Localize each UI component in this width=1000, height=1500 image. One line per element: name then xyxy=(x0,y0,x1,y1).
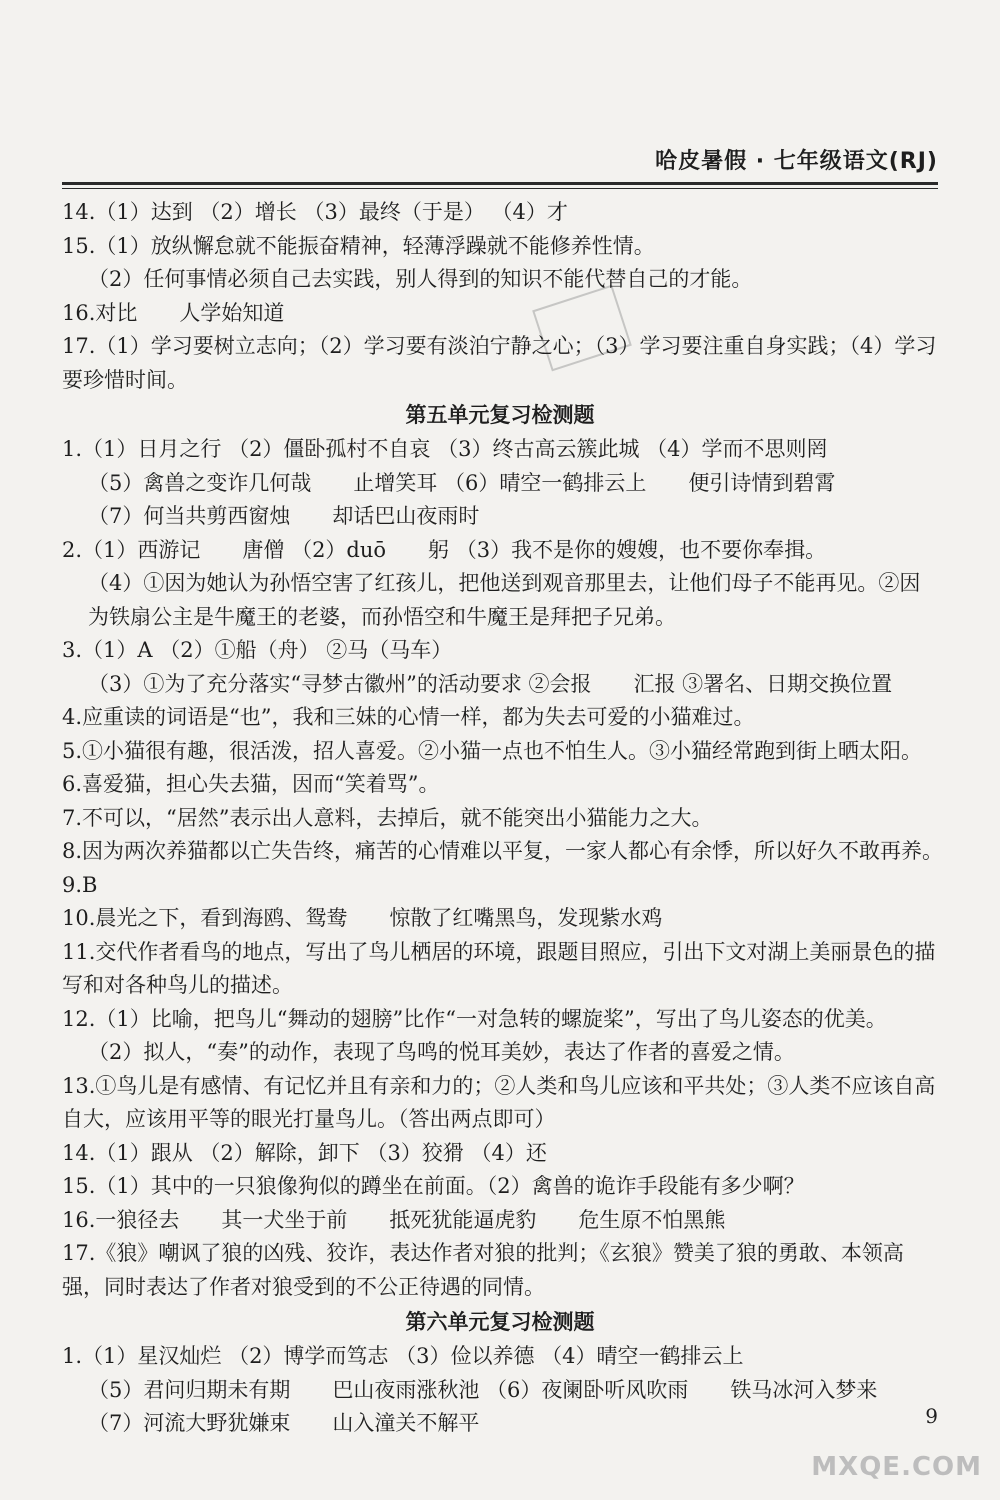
answer-line: 4.应重读的词语是“也”，我和三妹的心情一样，都为失去可爱的小猫难过。 xyxy=(62,705,755,729)
answer-line: （2）拟人，“奏”的动作，表现了鸟鸣的悦耳美妙，表达了作者的喜爱之情。 xyxy=(88,1040,795,1064)
answer-line: 13.①鸟儿是有感情、有记忆并且有亲和力的；②人类和鸟儿应该和平共处；③人类不应该自高自大，应该用平等的眼光打量鸟儿。（答出两点即可） xyxy=(62,1073,936,1131)
answer-line: 16.对比 人学始知道 xyxy=(62,300,285,325)
watermark-text: MXQE.COM xyxy=(811,1452,982,1482)
answer-content xyxy=(62,196,944,1441)
answer-line: 17.（1）学习要树立志向；（2）学习要有淡泊宁静之心；（3）学习要注重自身实践；（4）学习要珍惜时间。 xyxy=(62,334,937,392)
answer-line: （7）河流大野犹嫌束 山入潼关不解平 xyxy=(88,1411,480,1435)
answer-line: 15.（1）其中的一只狼像狗似的蹲坐在前面。（2）禽兽的诡诈手段能有多少啊？ xyxy=(62,1174,805,1198)
answer-line: 16.一狼径去 其一犬坐于前 抵死犹能逼虎豹 危生原不怕黑熊 xyxy=(62,1207,726,1232)
answer-line: 15.（1）放纵懈怠就不能振奋精神，轻薄浮躁就不能修养性情。 xyxy=(62,233,655,258)
answer-line: （3）①为了充分落实“寻梦古徽州”的活动要求 ②会报 汇报 ③署名、日期交换位置 xyxy=(88,671,893,696)
answer-line: （4）①因为她认为孙悟空害了红孩儿，把他送到观音那里去，让他们母子不能再见。②因为铁扇公主是牛魔王的老婆，而孙悟空和牛魔王是拜把子兄弟。 xyxy=(88,571,921,629)
page-number: 9 xyxy=(925,1404,938,1428)
answer-line: 11.交代作者看鸟的地点，写出了鸟儿栖居的环境，跟题目照应，引出下文对湖上美丽景色的描写和对各种鸟儿的描述。 xyxy=(62,939,936,997)
answer-line: 3.（1）A （2）①船（舟） ②马（马车） xyxy=(62,638,453,662)
header-title: 哈皮暑假 · 七年级语文(RJ) xyxy=(655,149,938,174)
section-heading: 第五单元复习检测题 xyxy=(405,403,595,427)
section-heading: 第六单元复习检测题 xyxy=(405,1310,595,1334)
answer-line: 6.喜爱猫，担心失去猫，因而“笑着骂”。 xyxy=(62,772,440,796)
answer-line: 10.晨光之下，看到海鸥、鸳鸯 惊散了红嘴黑鸟，发现紫水鸡 xyxy=(62,906,663,930)
answer-line: 17.《狼》嘲讽了狼的凶残、狡诈，表达作者对狼的批判；《玄狼》赞美了狼的勇敢、本领高强，同时表达了作者对狼受到的不公正待遇的同情。 xyxy=(62,1241,904,1299)
answer-line: （2）任何事情必须自己去实践，别人得到的知识不能代替自己的才能。 xyxy=(88,267,753,291)
answer-line: （5）君问归期未有期 巴山夜雨涨秋池 （6）夜阑卧听风吹雨 铁马冰河入梦来 xyxy=(88,1377,878,1402)
answer-line: 8.因为两次养猫都以亡失告终，痛苦的心情难以平复，一家人都心有余悸，所以好久不敢再养。 xyxy=(62,839,944,863)
answer-line: 9.B xyxy=(62,872,98,897)
page-header xyxy=(62,140,938,185)
answer-line: 12.（1）比喻，把鸟儿“舞动的翅膀”比作“一对急转的螺旋桨”，写出了鸟儿姿态的优美。 xyxy=(62,1006,887,1031)
answer-line: 1.（1）日月之行 （2）僵卧孤村不自哀 （3）终古高云簇此城 （4）学而不思则罔 xyxy=(62,437,828,461)
answer-line: 14.（1）跟从 （2）解除，卸下 （3）狡猾 （4）还 xyxy=(62,1140,547,1165)
answer-line: 1.（1）星汉灿烂 （2）博学而笃志 （3）俭以养德 （4）晴空一鹤排云上 xyxy=(62,1344,744,1368)
answer-line: （5）禽兽之变诈几何哉 止增笑耳 （6）晴空一鹤排云上 便引诗情到碧霄 xyxy=(88,470,836,495)
answer-line: （7）何当共剪西窗烛 却话巴山夜雨时 xyxy=(88,504,480,528)
answer-line: 14.（1）达到 （2）增长 （3）最终（于是） （4）才 xyxy=(62,200,568,224)
answer-line: 5.①小猫很有趣，很活泼，招人喜爱。②小猫一点也不怕生人。③小猫经常跑到街上晒太阳。 xyxy=(62,738,923,763)
answer-line: 7.不可以，“居然”表示出人意料，去掉后，就不能突出小猫能力之大。 xyxy=(62,805,713,830)
answer-line: 2.（1）西游记 唐僧 （2）duō 躬 （3）我不是你的嫂嫂，也不要你奉揖。 xyxy=(62,537,827,562)
